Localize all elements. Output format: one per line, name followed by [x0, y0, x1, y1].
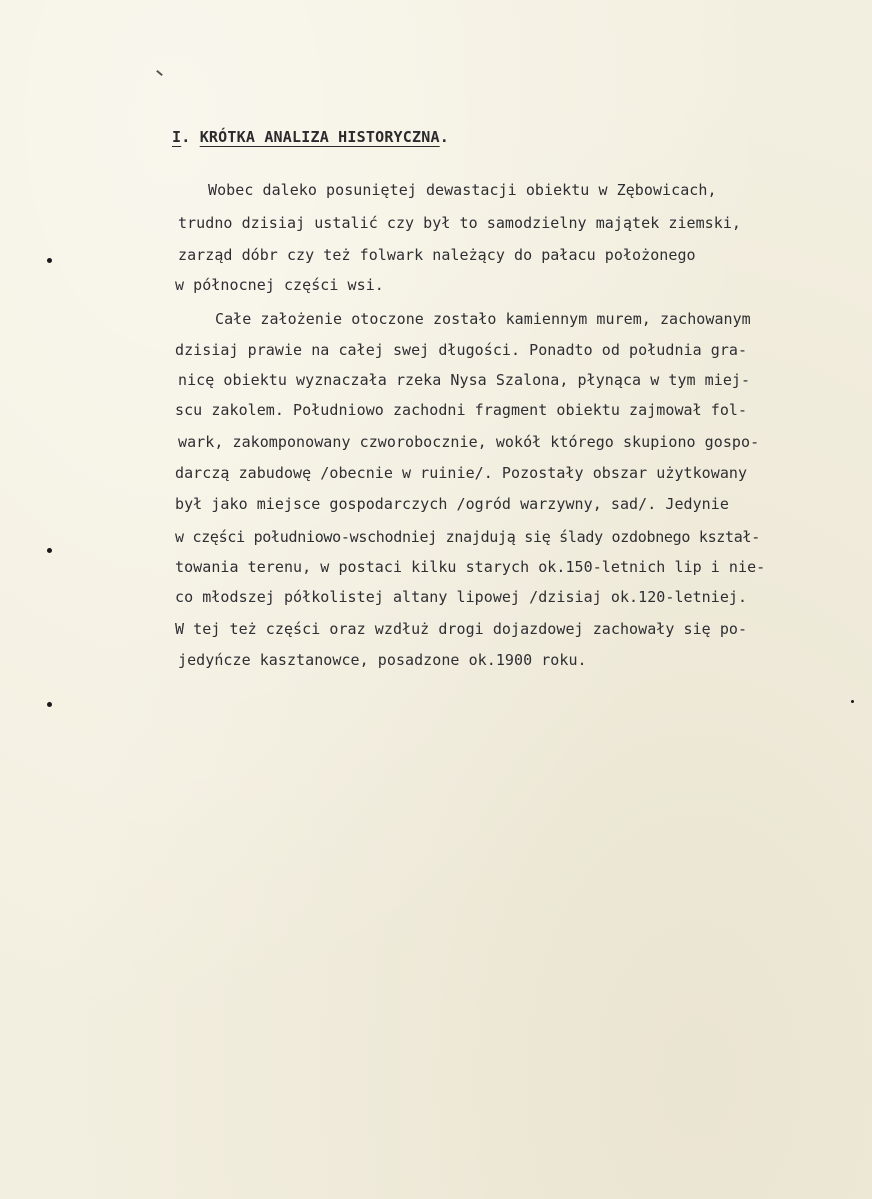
text-line: w części południowo-wschodniej znajdują się ślady ozdobnego kształ- [175, 528, 760, 546]
binding-hole-middle [47, 548, 52, 553]
text-line: co młodszej półkolistej altany lipowej /dzisiaj ok.120-letniej. [175, 588, 748, 606]
section-number-separator: . [181, 128, 191, 146]
text-line: Wobec daleko posuniętej dewastacji obiektu w Zębowicach, [208, 181, 717, 199]
section-heading [172, 128, 449, 146]
section-number: I [172, 128, 182, 146]
binding-hole-bottom [47, 702, 52, 707]
text-line: dzisiaj prawie na całej swej długości. Ponadto od południa gra- [175, 341, 748, 359]
text-line: w północnej części wsi. [175, 276, 384, 294]
text-line: trudno dzisiaj ustalić czy był to samodzielny majątek ziemski, [178, 214, 742, 232]
text-line: towania terenu, w postaci kilku starych ok.150-letnich lip i nie- [175, 558, 766, 576]
text-line: nicę obiektu wyznaczała rzeka Nysa Szalona, płynąca w tym miej- [178, 371, 751, 389]
text-line: jedyńcze kasztanowce, posadzone ok.1900 roku. [178, 651, 587, 669]
text-line: wark, zakomponowany czworobocznie, wokół którego skupiono gospo- [178, 433, 760, 451]
section-title-end: . [439, 128, 449, 146]
text-line: W tej też części oraz wzdłuż drogi dojazdowej zachowały się po- [175, 620, 748, 638]
section-title: KRÓTKA ANALIZA HISTORYCZNA [199, 128, 440, 146]
margin-speck [851, 700, 854, 703]
text-line: darczą zabudowę /obecnie w ruinie/. Pozostały obszar użytkowany [175, 464, 748, 482]
text-line: zarząd dóbr czy też folwark należący do pałacu położonego [178, 246, 696, 264]
text-line: scu zakolem. Południowo zachodni fragment obiektu zajmował fol- [175, 401, 748, 419]
text-line: Całe założenie otoczone zostało kamiennym murem, zachowanym [215, 310, 751, 328]
binding-hole-top [47, 258, 52, 263]
text-line: był jako miejsce gospodarczych /ogród warzywny, sad/. Jedynie [175, 495, 729, 513]
stray-mark [156, 70, 163, 76]
